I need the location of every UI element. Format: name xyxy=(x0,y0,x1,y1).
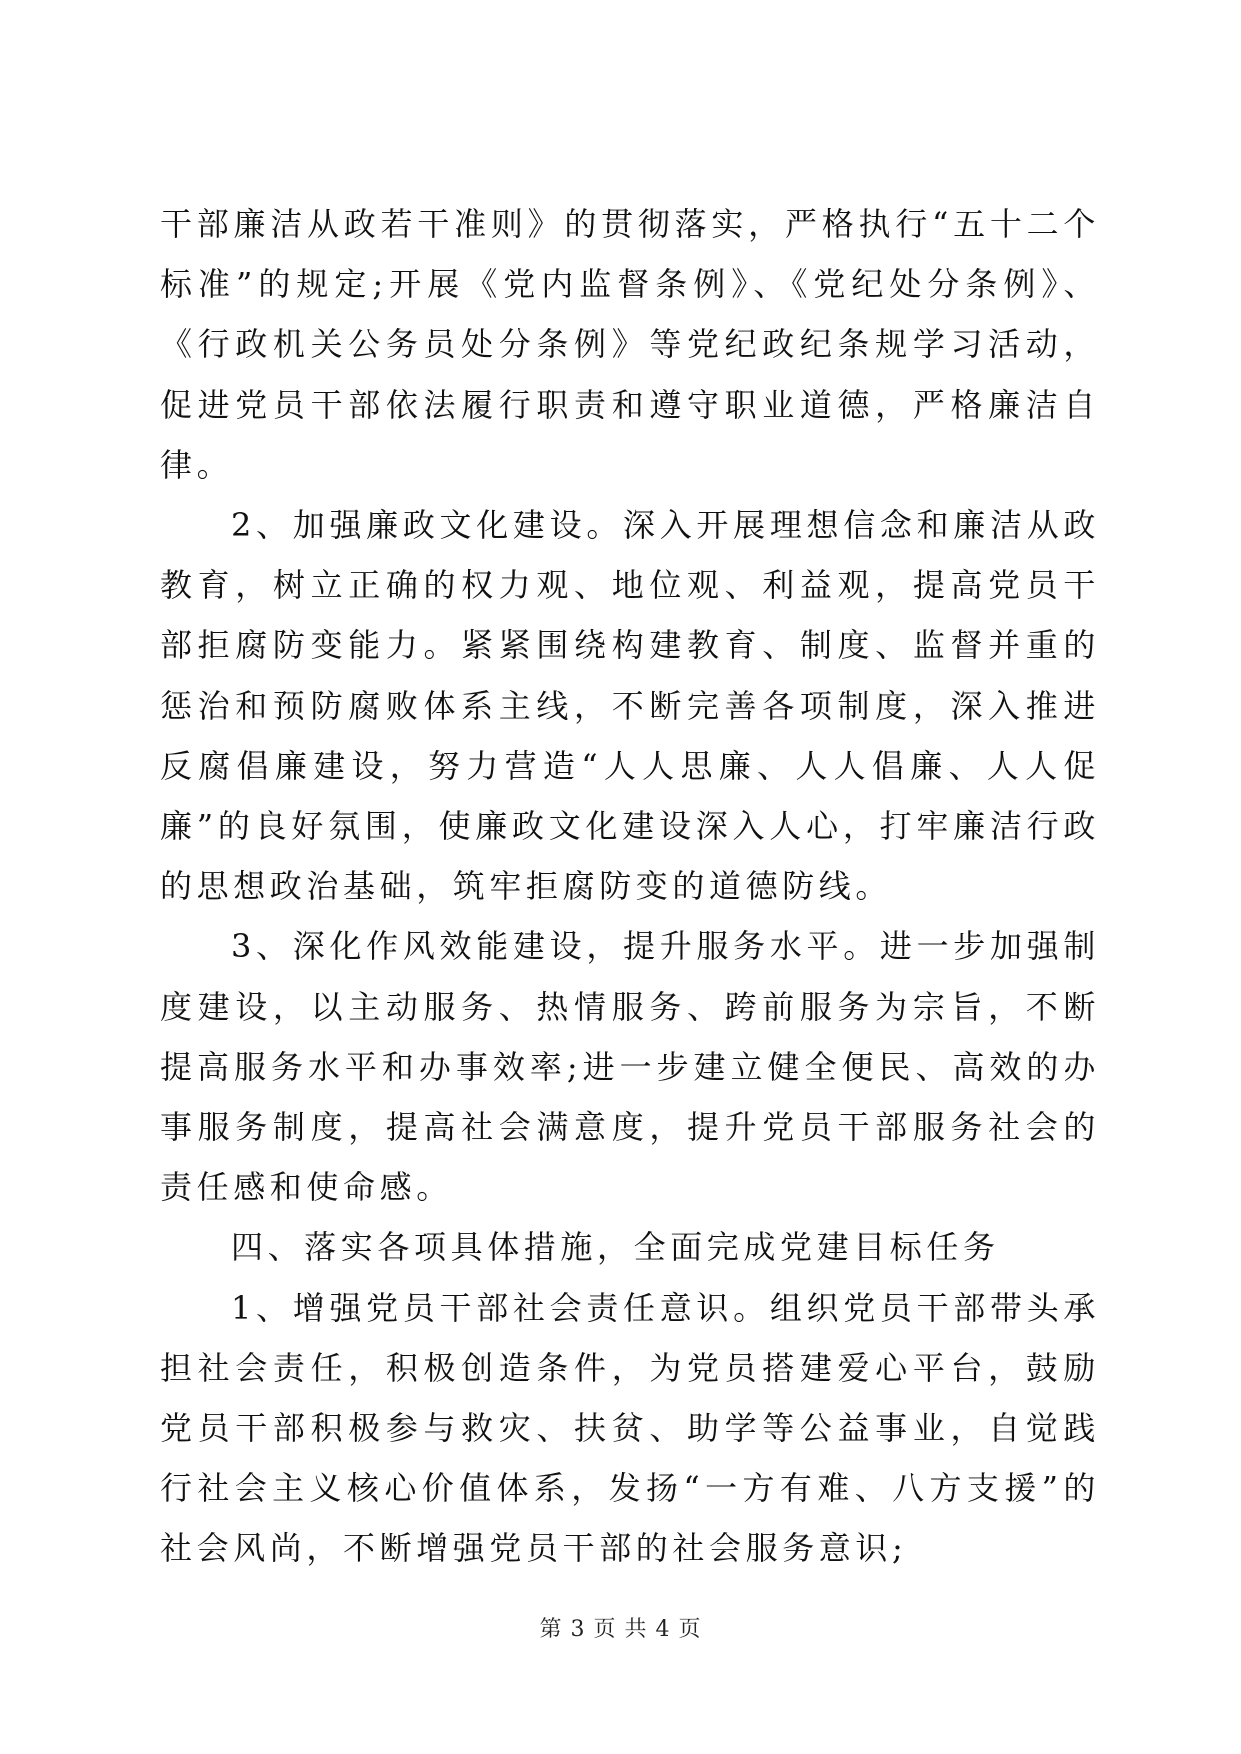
document-body xyxy=(160,194,1100,1579)
paragraph-5: 1、增强党员干部社会责任意识。组织党员干部带头承担社会责任，积极创造条件，为党员搭建爱心平台，鼓励党员干部积极参与救灾、扶贫、助学等公益事业，自觉践行社会主义核心价值体系，发扬“一方有难、八方支援”的社会风尚，不断增强党员干部的社会服务意识; xyxy=(160,1288,1100,1568)
paragraph-2: 2、加强廉政文化建设。深入开展理想信念和廉洁从政教育，树立正确的权力观、地位观、利益观，提高党员干部拒腐防变能力。紧紧围绕构建教育、制度、监督并重的惩治和预防腐败体系主线，不断完善各项制度，深入推进反腐倡廉建设，努力营造“人人思廉、人人倡廉、人人促廉”的良好氛围，使廉政文化建设深入人心，打牢廉洁行政的思想政治基础，筑牢拒腐防变的道德防线。 xyxy=(160,506,1100,906)
section-heading-4: 四、落实各项具体措施，全面完成党建目标任务 xyxy=(231,1228,1000,1267)
paragraph-3: 3、深化作风效能建设，提升服务水平。进一步加强制度建设，以主动服务、热情服务、跨前服务为宗旨，不断提高服务水平和办事效率;进一步建立健全便民、高效的办事服务制度，提高社会满意度，提升党员干部服务社会的责任感和使命感。 xyxy=(160,927,1100,1207)
paragraph-1: 干部廉洁从政若干准则》的贯彻落实，严格执行“五十二个标准”的规定;开展《党内监督条例》、《党纪处分条例》、《行政机关公务员处分条例》等党纪政纪条规学习活动，促进党员干部依法履行职责和遵守职业道德，严格廉洁自律。 xyxy=(160,205,1100,484)
page-number-footer: 第 3 页 共 4 页 xyxy=(539,1617,702,1642)
